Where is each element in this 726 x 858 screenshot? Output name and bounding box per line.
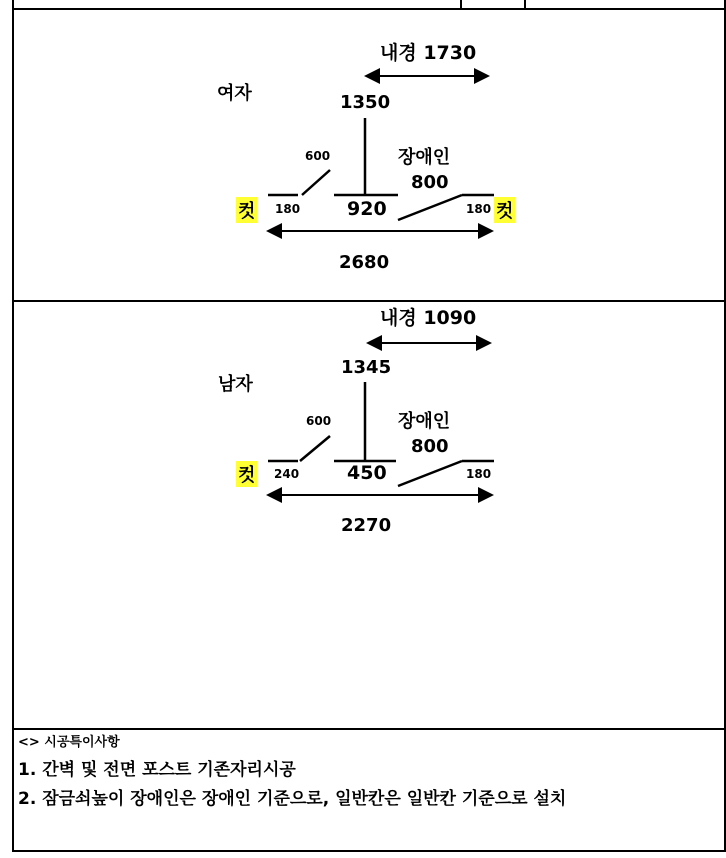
male-accessible-door-label: 800 — [411, 436, 449, 457]
female-center-label: 920 — [347, 198, 387, 220]
male-accessible-label: 장애인 — [398, 411, 451, 432]
male-inner-width-label: 내경 1090 — [380, 307, 477, 329]
notes-item-2: 2. 잠금쇠높이 장애인은 장애인 기준으로, 일반칸은 일반칸 기준으로 설치 — [18, 789, 567, 809]
female-cut-right-marker: 컷 — [494, 197, 515, 223]
notes-item-1: 1. 간벽 및 전면 포스트 기존자리시공 — [18, 760, 296, 780]
female-inner-width-label: 내경 1730 — [380, 42, 477, 64]
notes-title: <> 시공특이사항 — [18, 735, 120, 750]
female-left-door-swing — [302, 170, 330, 195]
female-left-gap-label: 180 — [275, 202, 301, 216]
female-total-label: 2680 — [339, 252, 390, 273]
female-section-label: 여자 — [217, 83, 252, 104]
male-section-label: 남자 — [218, 374, 253, 395]
female-accessible-door-label: 800 — [411, 172, 449, 193]
female-accessible-label: 장애인 — [398, 147, 451, 168]
female-height-label: 1350 — [340, 92, 391, 113]
male-left-door-label: 600 — [306, 414, 332, 428]
male-center-label: 450 — [347, 462, 387, 484]
male-right-gap-label: 180 — [466, 467, 492, 481]
female-right-gap-label: 180 — [466, 202, 492, 216]
male-accessible-door-swing — [398, 461, 462, 486]
male-left-door-swing — [300, 436, 330, 461]
male-total-label: 2270 — [341, 515, 392, 536]
female-left-door-label: 600 — [305, 149, 331, 163]
male-height-label: 1345 — [341, 357, 392, 378]
female-cut-left-marker: 컷 — [236, 197, 257, 223]
male-left-gap-label: 240 — [274, 467, 300, 481]
female-accessible-door-swing — [398, 195, 462, 220]
male-cut-left-marker: 컷 — [236, 461, 257, 487]
